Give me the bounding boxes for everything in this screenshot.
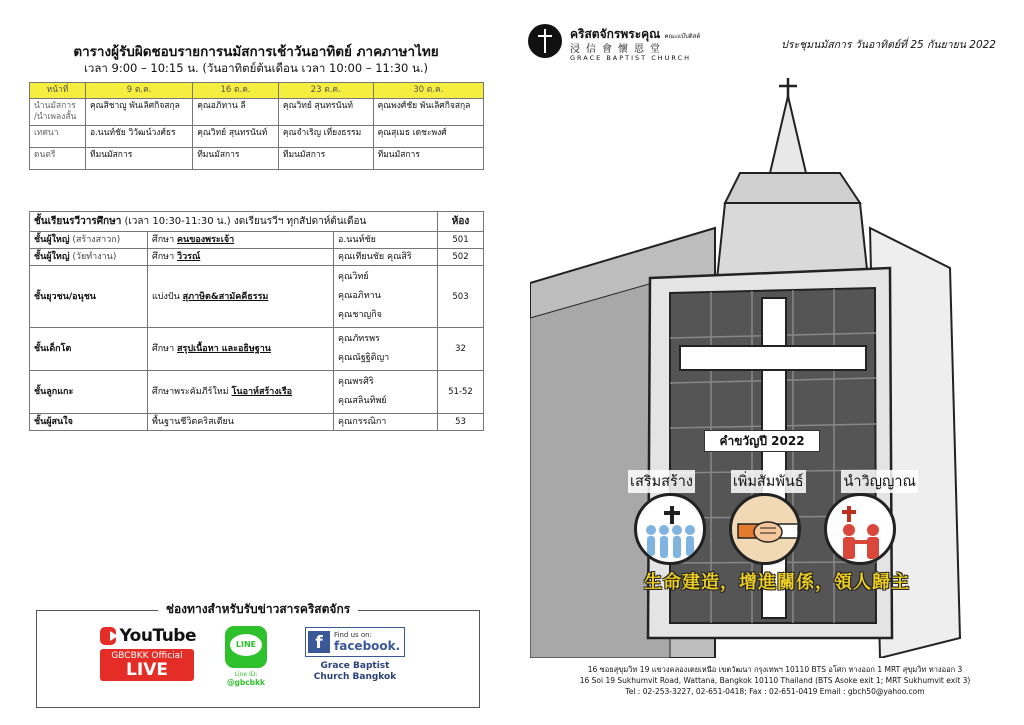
class-teachers: คุณกรรณิกา: [334, 414, 438, 431]
class-topic: พื้นฐานชีวิตคริสเตียน: [148, 414, 334, 431]
class-table: [29, 211, 484, 431]
class-room: 32: [438, 328, 484, 371]
duty-header: 30 ต.ค.: [373, 83, 483, 99]
class-teachers: คุณภัทรพร คุณณัฐฐิติญา: [334, 328, 438, 371]
class-header-row: [30, 212, 484, 232]
line-link[interactable]: [222, 626, 270, 687]
class-topic: ศึกษาพระคัมภีร์ใหม่ โนอาห์สร้างเรือ: [148, 371, 334, 414]
class-topic: ศึกษา วิวรณ์: [148, 249, 334, 266]
duty-cell: ทีมนมัสการ: [86, 148, 193, 170]
service-date: ประชุมนมัสการ วันอาทิตย์ที่ 25 กันยายน 2022: [781, 39, 996, 51]
class-room: 51-52: [438, 371, 484, 414]
class-name: ชั้นยุวชน/อนุชน: [30, 266, 148, 328]
motto-chinese: 生命建造，增進關係，領人歸主: [644, 572, 910, 593]
class-row: [30, 328, 484, 371]
duty-cell: คุณวิทย์ สุนทรนันท์: [278, 99, 373, 126]
duty-header: 23 ต.ค.: [278, 83, 373, 99]
duty-table: [29, 82, 484, 170]
duty-cell: คุณอภิทาน ลี: [193, 99, 279, 126]
leading-people-icon: [824, 493, 896, 565]
facebook-badge: f Find us on: facebook.: [305, 627, 405, 657]
duty-role: เทศนา: [30, 126, 86, 148]
church-address: 16 ซอยสุขุมวิท 19 แขวงคลองเตยเหนือ เขตวัฒนา กรุงเทพฯ 10110 BTS อโศก ทางออก 1 MRT สุขุมวิท ทางออก 3 16 Soi 19 Sukhumvit Road, Wattana, Bangkok 10110 Thailand (BTS Asoke exit 1; MRT Sukhumvit exit 3) Tel : 02-253-3227, 02-651-0418; Fax : 02-651-0419 Email : gbch50@yahoo.com: [579, 665, 971, 696]
duty-cell: ทีมนมัสการ: [373, 148, 483, 170]
class-teachers: คุณเทียนชัย คุณสิริ: [334, 249, 438, 266]
duty-role: ดนตรี: [30, 148, 86, 170]
class-room: 503: [438, 266, 484, 328]
duty-title: ตารางผู้รับผิดชอบรายการนมัสการเช้าวันอาทิตย์ ภาคภาษาไทย: [73, 44, 439, 60]
class-name: ชั้นผู้สนใจ: [30, 414, 148, 431]
duty-row: [30, 99, 484, 126]
duty-cell: คุณสุเมธ เดชะพงศ์: [373, 126, 483, 148]
youtube-play-icon: [100, 627, 116, 645]
duty-role: นำนมัสการ /นำเพลงสั้น: [30, 99, 86, 126]
facebook-link[interactable]: [305, 627, 405, 683]
class-topic: ศึกษา คนของพระเจ้า: [148, 232, 334, 249]
class-name: ชั้นเด็กโต: [30, 328, 148, 371]
line-id-label: Line ID:: [234, 671, 258, 678]
duty-cell: คุณสิชาญู พันเลิศกิจสกุล: [86, 99, 193, 126]
facebook-icon: f: [308, 631, 330, 653]
class-row: [30, 266, 484, 328]
youtube-live-badge: GBCBKK Official LIVE: [100, 649, 194, 681]
class-row: [30, 249, 484, 266]
duty-header: 9 ต.ค.: [86, 83, 193, 99]
duty-cell: คุณจำเริญ เที่ยงธรรม: [278, 126, 373, 148]
duty-cell: อ.นนท์ชัย วิวัฒน์วงศ์ธร: [86, 126, 193, 148]
class-name: ชั้นผู้ใหญ่ (วัยทำงาน): [30, 249, 148, 266]
class-teachers: คุณวิทย์ คุณอภิทาน คุณชาญกิจ: [334, 266, 438, 328]
class-name: ชั้นลูกแกะ: [30, 371, 148, 414]
class-room: 502: [438, 249, 484, 266]
duty-header: หน้าที่: [30, 83, 86, 99]
class-row: [30, 371, 484, 414]
facebook-page-name: Grace Baptist Church Bangkok: [313, 661, 397, 682]
duty-row: [30, 126, 484, 148]
class-teachers: คุณพรศิริ คุณสลินทิพย์: [334, 371, 438, 414]
cross-logo-icon: [528, 24, 562, 58]
duty-row: [30, 148, 484, 170]
line-icon: LINE: [225, 626, 267, 668]
class-header: ชั้นเรียนรวีวารศึกษา (เวลา 10:30-11:30 น.) งดเรียนรวีฯ ทุกสัปดาห์ต้นเดือน: [30, 212, 438, 232]
motto-label: คำขวัญปี 2022: [704, 430, 820, 452]
people-cross-icon: [634, 493, 706, 565]
motto-thai: เสริมสร้าง เพิ่มสัมพันธ์ นำวิญญาณ: [628, 470, 918, 493]
duty-cell: คุณวิทย์ สุนทรนันท์: [193, 126, 279, 148]
youtube-link[interactable]: [100, 626, 196, 681]
handshake-icon: [729, 493, 801, 565]
class-room: 501: [438, 232, 484, 249]
duty-cell: คุณพงศ์ชัย พันเลิศกิจสกุล: [373, 99, 483, 126]
duty-cell: ทีมนมัสการ: [193, 148, 279, 170]
youtube-logo: YouTube: [100, 626, 196, 646]
class-row: [30, 232, 484, 249]
class-room: 53: [438, 414, 484, 431]
church-logo: คริสตจักรพระคุณ คณะแบ๊บติสต์ 浸信會懷恩堂 GRACE BAPTIST CHURCH: [528, 22, 728, 66]
class-topic: ศึกษา สรุปเนื้อหา และอธิษฐาน: [148, 328, 334, 371]
duty-subtitle: เวลา 9:00 – 10:15 น. (วันอาทิตย์ต้นเดือน เวลา 10:00 – 11:30 น.): [83, 61, 429, 75]
class-row: [30, 414, 484, 431]
duty-header-row: [30, 83, 484, 99]
channels-title: ช่องทางสำหรับรับข่าวสารคริสตจักร: [36, 600, 480, 619]
class-topic: แบ่งปัน สุภาษิต&สามัคคีธรรม: [148, 266, 334, 328]
duty-cell: ทีมนมัสการ: [278, 148, 373, 170]
class-teachers: อ.นนท์ชัย: [334, 232, 438, 249]
class-name: ชั้นผู้ใหญ่ (สร้างสาวก): [30, 232, 148, 249]
duty-header: 16 ต.ค.: [193, 83, 279, 99]
line-handle: @gbcbkk: [226, 678, 266, 687]
room-header: ห้อง: [438, 212, 484, 232]
